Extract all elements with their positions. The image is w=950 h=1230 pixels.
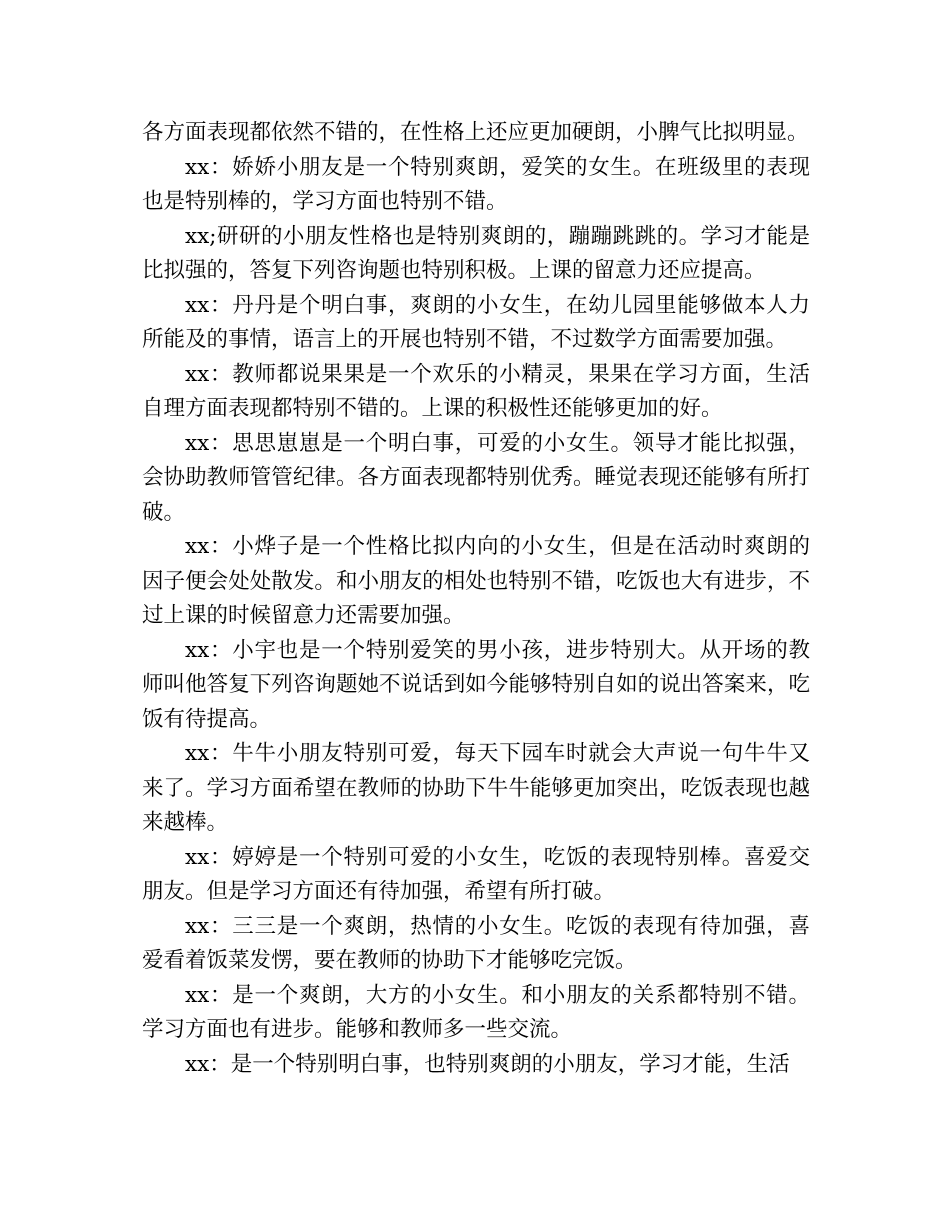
paragraph: xx：娇娇小朋友是一个特别爽朗，爱笑的女生。在班级里的表现也是特别棒的，学习方面也特别不错。: [142, 154, 810, 214]
document-page: [142, 116, 810, 1082]
paragraph: xx：婷婷是一个特别可爱的小女生，吃饭的表现特别棒。喜爱交朋友。但是学习方面还有待加强，希望有所打破。: [142, 844, 810, 904]
paragraph: xx：牛牛小朋友特别可爱，每天下园车时就会大声说一句牛牛又来了。学习方面希望在教师的协助下牛牛能够更加突出，吃饭表现也越来越棒。: [142, 741, 810, 835]
paragraph: xx：丹丹是个明白事，爽朗的小女生，在幼儿园里能够做本人力所能及的事情，语言上的开展也特别不错，不过数学方面需要加强。: [142, 292, 810, 352]
paragraph: xx：小宇也是一个特别爱笑的男小孩，进步特别大。从开场的教师叫他答复下列咨询题她不说话到如今能够特别自如的说出答案来，吃饭有待提高。: [142, 637, 810, 732]
paragraph: xx：小烨子是一个性格比拟内向的小女生，但是在活动时爽朗的因子便会处处散发。和小朋友的相处也特别不错，吃饭也大有进步，不过上课的时候留意力还需要加强。: [142, 534, 810, 628]
paragraph: xx：三三是一个爽朗，热情的小女生。吃饭的表现有待加强，喜爱看着饭菜发愣，要在教师的协助下才能够吃完饭。: [142, 913, 810, 973]
paragraph: xx;研研的小朋友性格也是特别爽朗的，蹦蹦跳跳的。学习才能是比拟强的，答复下列咨询题也特别积极。上课的留意力还应提高。: [142, 223, 810, 283]
paragraph: xx：是一个特别明白事，也特别爽朗的小朋友，学习才能，生活: [185, 1051, 790, 1077]
paragraph: 各方面表现都依然不错的，在性格上还应更加硬朗，小脾气比拟明显。: [142, 120, 809, 145]
paragraph: xx：教师都说果果是一个欢乐的小精灵，果果在学习方面，生活自理方面表现都特别不错的。上课的积极性还能够更加的好。: [142, 361, 810, 421]
paragraph: xx：是一个爽朗，大方的小女生。和小朋友的关系都特别不错。学习方面也有进步。能够和教师多一些交流。: [142, 982, 810, 1042]
paragraph: xx：思思崽崽是一个明白事，可爱的小女生。领导才能比拟强，会协助教师管管纪律。各方面表现都特别优秀。睡觉表现还能够有所打破。: [142, 430, 810, 525]
